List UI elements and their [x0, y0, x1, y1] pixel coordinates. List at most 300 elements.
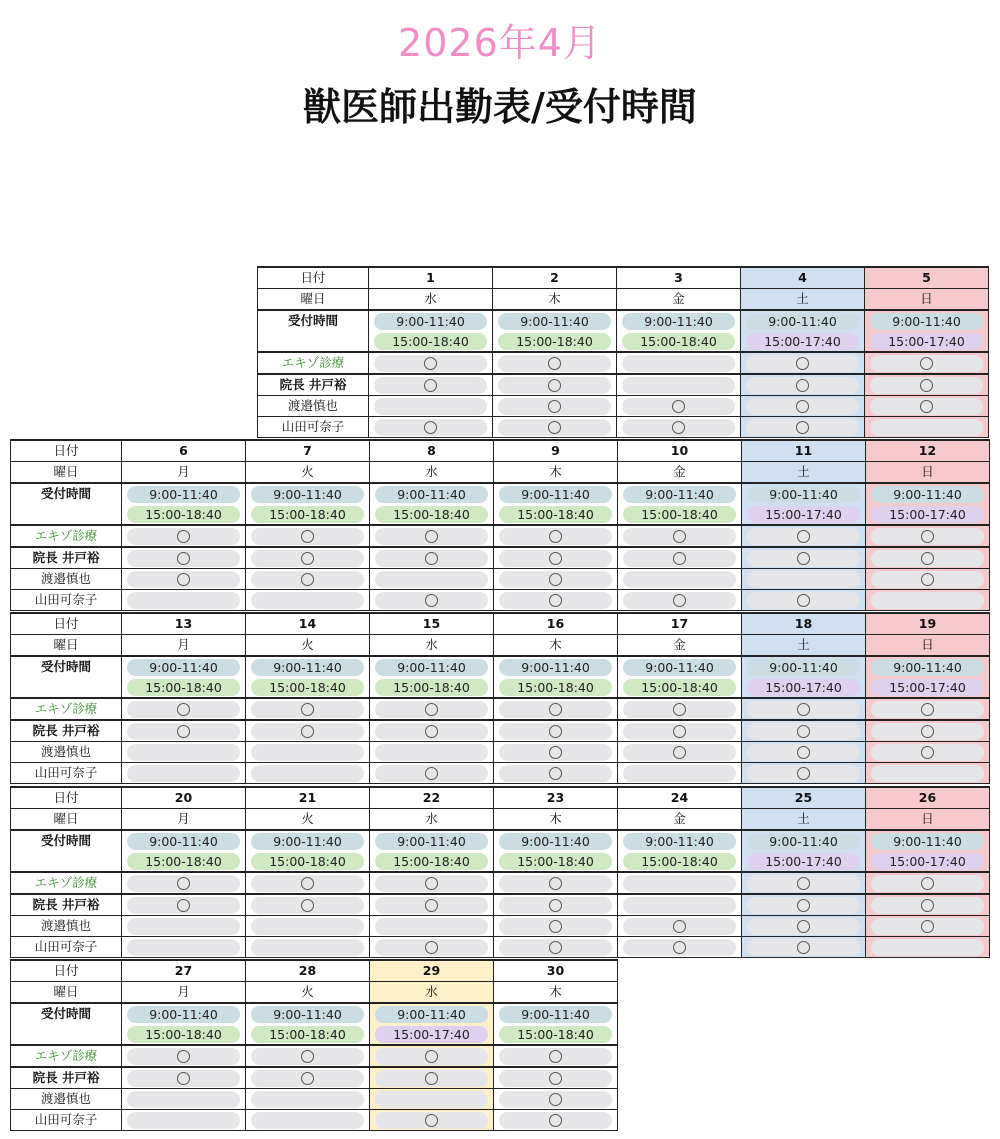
attendance-circle-icon: [177, 725, 190, 738]
attendance-circle-icon: [301, 573, 314, 586]
attendance-slot: [251, 897, 364, 914]
doctor2-label: 渡邉慎也: [11, 742, 122, 763]
table-row: [258, 289, 989, 311]
day-cell: [122, 569, 246, 590]
table-row: [258, 396, 989, 417]
attendance-slot: [747, 571, 860, 588]
attendance-slot: [375, 897, 488, 914]
day-cell: [370, 1089, 494, 1110]
attendance-slot: [623, 723, 736, 740]
day-cell: [122, 763, 246, 784]
weekday-cell: 火: [246, 982, 370, 1004]
director-label: 院長 井戸裕: [11, 894, 122, 916]
day-cell: [866, 504, 990, 525]
attendance-slot: [499, 1091, 612, 1108]
day-cell: [618, 698, 742, 720]
day-cell: [246, 894, 370, 916]
afternoon-hours-pill: 15:00-18:40: [499, 506, 612, 523]
attendance-slot: [251, 571, 364, 588]
day-cell: [246, 483, 370, 504]
day-cell: [246, 916, 370, 937]
day-cell: [370, 916, 494, 937]
day-number: 1: [369, 267, 493, 289]
day-cell: [246, 525, 370, 547]
day-cell: [246, 1110, 370, 1131]
attendance-circle-icon: [673, 920, 686, 933]
day-cell: [493, 310, 617, 331]
week-table: [10, 612, 990, 784]
table-row: [11, 677, 990, 698]
attendance-slot: [870, 419, 983, 436]
day-cell: [246, 504, 370, 525]
table-row: [11, 525, 990, 547]
table-row: [11, 742, 990, 763]
day-cell: [742, 851, 866, 872]
attendance-slot: [870, 355, 983, 372]
weekday-cell: 木: [493, 289, 617, 311]
table-row: [11, 787, 990, 809]
afternoon-hours-pill: 15:00-17:40: [747, 853, 860, 870]
month-heading: 2026年4月: [398, 21, 602, 65]
morning-hours-pill: 9:00-11:40: [499, 1006, 612, 1023]
day-cell: [742, 830, 866, 851]
attendance-circle-icon: [177, 573, 190, 586]
day-cell: [246, 872, 370, 894]
attendance-slot: [251, 723, 364, 740]
day-cell: [370, 504, 494, 525]
attendance-slot: [871, 701, 984, 718]
morning-hours-pill: 9:00-11:40: [375, 833, 488, 850]
doctor2-label: 渡邉慎也: [258, 396, 369, 417]
attendance-circle-icon: [425, 1072, 438, 1085]
table-row: [11, 1024, 618, 1045]
attendance-slot: [375, 1048, 488, 1065]
attendance-circle-icon: [797, 746, 810, 759]
attendance-circle-icon: [301, 552, 314, 565]
day-cell: [246, 656, 370, 677]
attendance-circle-icon: [797, 899, 810, 912]
attendance-slot: [746, 355, 859, 372]
attendance-slot: [127, 723, 240, 740]
day-number: 20: [122, 787, 246, 809]
attendance-circle-icon: [425, 530, 438, 543]
attendance-slot: [375, 592, 488, 609]
attendance-slot: [622, 419, 735, 436]
day-cell: [246, 1045, 370, 1067]
morning-hours-pill: 9:00-11:40: [871, 659, 984, 676]
afternoon-hours-pill: 15:00-17:40: [871, 853, 984, 870]
attendance-circle-icon: [301, 725, 314, 738]
weekday-label: 曜日: [11, 982, 122, 1004]
day-cell: [370, 1067, 494, 1089]
afternoon-hours-pill: 15:00-18:40: [374, 333, 487, 350]
attendance-slot: [622, 398, 735, 415]
day-cell: [866, 851, 990, 872]
day-cell: [741, 417, 865, 438]
day-cell: [370, 830, 494, 851]
attendance-slot: [499, 528, 612, 545]
attendance-circle-icon: [921, 530, 934, 543]
table-row: [11, 763, 990, 784]
day-cell: [742, 656, 866, 677]
day-cell: [246, 677, 370, 698]
attendance-circle-icon: [424, 357, 437, 370]
attendance-slot: [623, 897, 736, 914]
weekday-cell: 月: [122, 462, 246, 484]
day-cell: [866, 830, 990, 851]
attendance-slot: [622, 355, 735, 372]
day-cell: [494, 742, 618, 763]
day-cell: [122, 1003, 246, 1024]
day-cell: [494, 656, 618, 677]
morning-hours-pill: 9:00-11:40: [127, 659, 240, 676]
weekday-cell: 木: [494, 635, 618, 657]
attendance-circle-icon: [177, 552, 190, 565]
day-number: 19: [866, 613, 990, 635]
day-cell: [493, 352, 617, 374]
afternoon-hours-pill: 15:00-18:40: [251, 679, 364, 696]
attendance-slot: [499, 744, 612, 761]
day-cell: [618, 483, 742, 504]
attendance-slot: [747, 528, 860, 545]
table-row: [258, 331, 989, 352]
day-cell: [122, 1089, 246, 1110]
day-cell: [122, 851, 246, 872]
day-cell: [122, 937, 246, 958]
day-cell: [370, 656, 494, 677]
day-cell: [618, 590, 742, 611]
attendance-slot: [499, 723, 612, 740]
day-cell: [246, 569, 370, 590]
attendance-circle-icon: [672, 421, 685, 434]
morning-hours-pill: 9:00-11:40: [251, 659, 364, 676]
attendance-slot: [871, 528, 984, 545]
attendance-circle-icon: [177, 877, 190, 890]
morning-hours-pill: 9:00-11:40: [623, 486, 736, 503]
day-cell: [370, 937, 494, 958]
day-cell: [742, 916, 866, 937]
day-cell: [122, 720, 246, 742]
weekday-cell: 月: [122, 635, 246, 657]
attendance-slot: [251, 592, 364, 609]
attendance-slot: [375, 744, 488, 761]
attendance-circle-icon: [549, 920, 562, 933]
attendance-slot: [870, 377, 983, 394]
afternoon-hours-pill: 15:00-18:40: [127, 679, 240, 696]
morning-hours-pill: 9:00-11:40: [127, 1006, 240, 1023]
attendance-circle-icon: [549, 767, 562, 780]
attendance-slot: [127, 528, 240, 545]
day-number: 9: [494, 440, 618, 462]
day-number: 12: [866, 440, 990, 462]
weekday-cell: 日: [866, 635, 990, 657]
weekday-cell: 金: [618, 462, 742, 484]
table-row: [11, 590, 990, 611]
table-row: [258, 374, 989, 396]
weekday-cell: 日: [865, 289, 989, 311]
day-cell: [617, 374, 741, 396]
table-row: [258, 417, 989, 438]
attendance-circle-icon: [548, 400, 561, 413]
attendance-slot: [871, 875, 984, 892]
table-row: [11, 720, 990, 742]
attendance-circle-icon: [549, 725, 562, 738]
day-cell: [866, 525, 990, 547]
attendance-circle-icon: [920, 379, 933, 392]
table-row: [11, 1110, 618, 1131]
attendance-slot: [747, 701, 860, 718]
day-cell: [122, 830, 246, 851]
attendance-slot: [747, 939, 860, 956]
day-cell: [865, 352, 989, 374]
attendance-circle-icon: [425, 725, 438, 738]
afternoon-hours-pill: 15:00-18:40: [623, 853, 736, 870]
week-table: [257, 266, 989, 438]
attendance-circle-icon: [673, 703, 686, 716]
reception-label: 受付時間: [11, 1003, 122, 1024]
attendance-slot: [623, 765, 736, 782]
attendance-slot: [127, 1070, 240, 1087]
date-label: 日付: [11, 613, 122, 635]
attendance-slot: [251, 1070, 364, 1087]
day-cell: [866, 656, 990, 677]
day-cell: [122, 1045, 246, 1067]
afternoon-hours-pill: 15:00-18:40: [375, 506, 488, 523]
day-cell: [618, 937, 742, 958]
attendance-slot: [871, 571, 984, 588]
table-row: [11, 851, 990, 872]
attendance-circle-icon: [797, 552, 810, 565]
day-cell: [370, 1110, 494, 1131]
attendance-circle-icon: [425, 703, 438, 716]
attendance-slot: [251, 918, 364, 935]
morning-hours-pill: 9:00-11:40: [623, 659, 736, 676]
table-row: [11, 656, 990, 677]
date-label: 日付: [11, 960, 122, 982]
day-cell: [618, 656, 742, 677]
weekday-cell: 木: [494, 982, 618, 1004]
attendance-slot: [375, 765, 488, 782]
day-cell: [866, 483, 990, 504]
attendance-slot: [127, 1112, 240, 1129]
reception-label-cont: [258, 331, 369, 352]
attendance-slot: [499, 918, 612, 935]
day-cell: [494, 720, 618, 742]
doctor3-label: 山田可奈子: [11, 763, 122, 784]
attendance-slot: [871, 744, 984, 761]
attendance-circle-icon: [921, 877, 934, 890]
day-cell: [866, 720, 990, 742]
day-cell: [369, 396, 493, 417]
attendance-slot: [251, 701, 364, 718]
morning-hours-pill: 9:00-11:40: [499, 833, 612, 850]
afternoon-hours-pill: 15:00-18:40: [127, 506, 240, 523]
day-number: 22: [370, 787, 494, 809]
afternoon-hours-pill: 15:00-18:40: [623, 679, 736, 696]
table-row: [11, 1003, 618, 1024]
week-table: [10, 786, 990, 958]
day-cell: [494, 937, 618, 958]
day-cell: [866, 763, 990, 784]
attendance-circle-icon: [301, 703, 314, 716]
attendance-circle-icon: [549, 703, 562, 716]
table-row: [11, 830, 990, 851]
day-cell: [742, 525, 866, 547]
day-number: 14: [246, 613, 370, 635]
attendance-circle-icon: [425, 877, 438, 890]
attendance-circle-icon: [797, 767, 810, 780]
day-number: 16: [494, 613, 618, 635]
weekday-cell: 日: [866, 462, 990, 484]
attendance-slot: [746, 377, 859, 394]
attendance-circle-icon: [921, 920, 934, 933]
table-row: [11, 635, 990, 657]
attendance-slot: [375, 1091, 488, 1108]
reception-label: 受付時間: [258, 310, 369, 331]
afternoon-hours-pill: 15:00-18:40: [375, 853, 488, 870]
day-cell: [865, 310, 989, 331]
attendance-circle-icon: [549, 899, 562, 912]
weekday-cell: 金: [618, 809, 742, 831]
afternoon-hours-pill: 15:00-18:40: [251, 853, 364, 870]
attendance-circle-icon: [548, 379, 561, 392]
day-cell: [122, 872, 246, 894]
day-cell: [494, 872, 618, 894]
day-cell: [370, 872, 494, 894]
morning-hours-pill: 9:00-11:40: [747, 833, 860, 850]
day-cell: [617, 352, 741, 374]
exotic-label: エキゾ診療: [11, 1045, 122, 1067]
exotic-label: エキゾ診療: [11, 525, 122, 547]
attendance-slot: [127, 939, 240, 956]
attendance-circle-icon: [425, 899, 438, 912]
afternoon-hours-pill: 15:00-18:40: [499, 853, 612, 870]
attendance-slot: [127, 571, 240, 588]
doctor3-label: 山田可奈子: [11, 1110, 122, 1131]
attendance-circle-icon: [921, 725, 934, 738]
attendance-slot: [375, 875, 488, 892]
weekday-label: 曜日: [11, 462, 122, 484]
day-number: 25: [742, 787, 866, 809]
day-cell: [618, 720, 742, 742]
day-cell: [246, 720, 370, 742]
weekday-cell: 金: [617, 289, 741, 311]
attendance-slot: [499, 1048, 612, 1065]
attendance-circle-icon: [549, 573, 562, 586]
day-number: 28: [246, 960, 370, 982]
day-cell: [866, 547, 990, 569]
day-cell: [494, 1024, 618, 1045]
day-cell: [866, 569, 990, 590]
attendance-slot: [747, 765, 860, 782]
attendance-slot: [499, 1112, 612, 1129]
day-cell: [618, 830, 742, 851]
day-number: 30: [494, 960, 618, 982]
weekday-label: 曜日: [11, 635, 122, 657]
attendance-circle-icon: [673, 941, 686, 954]
day-cell: [742, 894, 866, 916]
day-cell: [494, 1003, 618, 1024]
morning-hours-pill: 9:00-11:40: [498, 313, 611, 330]
morning-hours-pill: 9:00-11:40: [375, 1006, 488, 1023]
weekday-cell: 水: [370, 809, 494, 831]
table-row: [258, 352, 989, 374]
attendance-slot: [623, 571, 736, 588]
afternoon-hours-pill: 15:00-18:40: [499, 1026, 612, 1043]
day-cell: [494, 830, 618, 851]
attendance-slot: [127, 1091, 240, 1108]
day-cell: [246, 763, 370, 784]
attendance-slot: [622, 377, 735, 394]
attendance-slot: [127, 592, 240, 609]
attendance-circle-icon: [301, 1050, 314, 1063]
day-cell: [866, 677, 990, 698]
attendance-slot: [499, 1070, 612, 1087]
director-label: 院長 井戸裕: [11, 547, 122, 569]
table-row: [11, 982, 618, 1004]
day-cell: [494, 1067, 618, 1089]
week-table: [10, 439, 990, 611]
date-label: 日付: [258, 267, 369, 289]
day-cell: [369, 331, 493, 352]
day-cell: [742, 590, 866, 611]
weekday-label: 曜日: [258, 289, 369, 311]
day-cell: [246, 547, 370, 569]
day-cell: [618, 569, 742, 590]
attendance-slot: [374, 377, 487, 394]
morning-hours-pill: 9:00-11:40: [251, 486, 364, 503]
attendance-circle-icon: [796, 400, 809, 413]
day-cell: [865, 396, 989, 417]
day-number: 17: [618, 613, 742, 635]
attendance-circle-icon: [425, 594, 438, 607]
attendance-circle-icon: [424, 379, 437, 392]
attendance-circle-icon: [301, 530, 314, 543]
day-number: 6: [122, 440, 246, 462]
doctor3-label: 山田可奈子: [11, 590, 122, 611]
attendance-circle-icon: [797, 920, 810, 933]
day-cell: [246, 1089, 370, 1110]
weekday-cell: 月: [122, 809, 246, 831]
attendance-slot: [251, 744, 364, 761]
attendance-slot: [127, 1048, 240, 1065]
day-cell: [493, 396, 617, 417]
day-cell: [742, 547, 866, 569]
attendance-circle-icon: [549, 1093, 562, 1106]
attendance-slot: [747, 875, 860, 892]
attendance-circle-icon: [549, 1050, 562, 1063]
day-cell: [370, 483, 494, 504]
morning-hours-pill: 9:00-11:40: [746, 313, 859, 330]
day-cell: [617, 396, 741, 417]
morning-hours-pill: 9:00-11:40: [623, 833, 736, 850]
attendance-circle-icon: [921, 703, 934, 716]
attendance-slot: [251, 939, 364, 956]
day-cell: [618, 504, 742, 525]
day-cell: [369, 374, 493, 396]
day-number: 3: [617, 267, 741, 289]
day-cell: [494, 851, 618, 872]
day-cell: [742, 872, 866, 894]
attendance-slot: [871, 592, 984, 609]
attendance-circle-icon: [425, 1114, 438, 1127]
attendance-slot: [870, 398, 983, 415]
afternoon-hours-pill: 15:00-18:40: [127, 853, 240, 870]
exotic-label: エキゾ診療: [258, 352, 369, 374]
day-cell: [494, 1089, 618, 1110]
attendance-slot: [127, 701, 240, 718]
table-row: [11, 440, 990, 462]
